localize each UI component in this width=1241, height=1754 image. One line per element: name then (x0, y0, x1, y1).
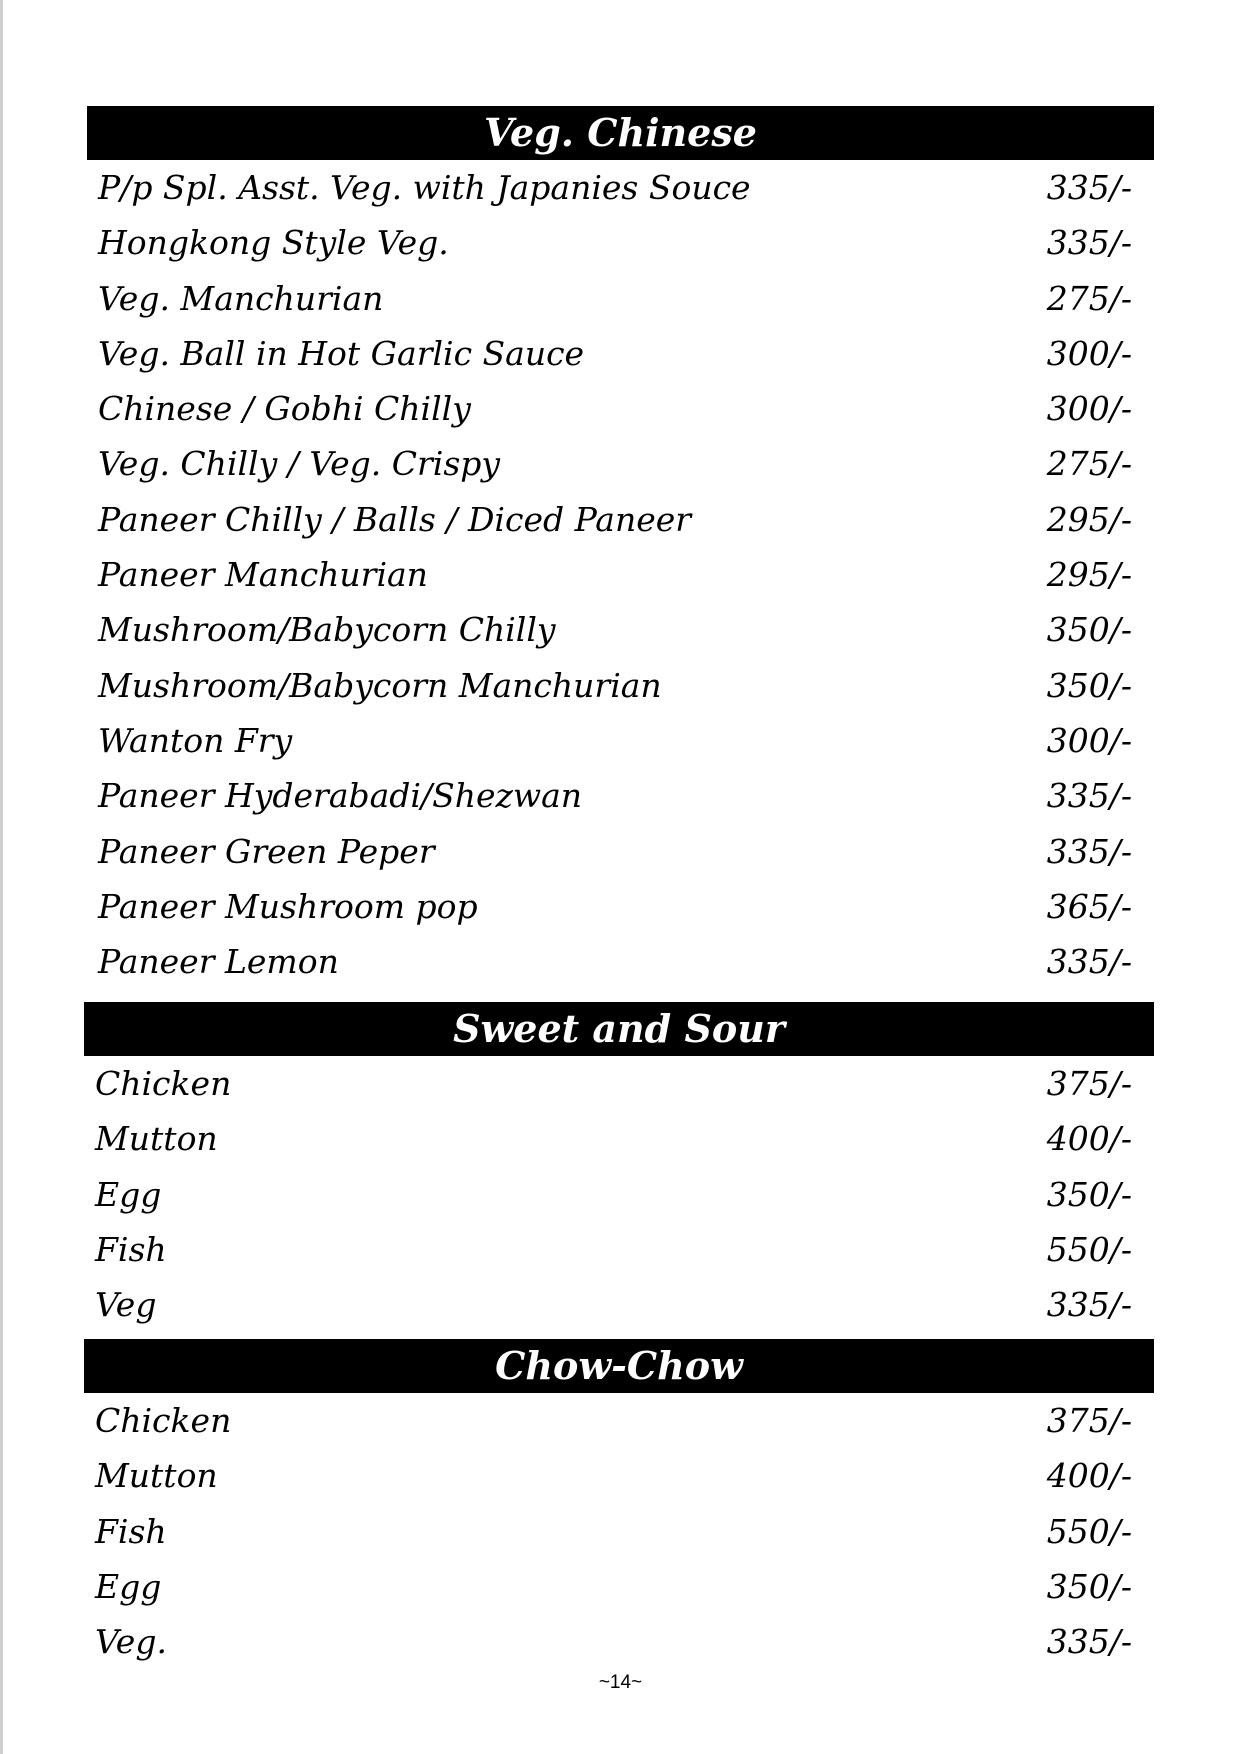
item-name: Mushroom/Babycorn Manchurian (98, 665, 662, 705)
item-price: 365/- (1046, 886, 1132, 926)
item-name: Veg. (95, 1622, 167, 1662)
item-name: Paneer Hyderabadi/Shezwan (98, 776, 583, 816)
menu-item (84, 1222, 1154, 1277)
item-price: 335/- (1046, 942, 1132, 982)
item-price: 350/- (1046, 610, 1132, 650)
menu-item (87, 492, 1154, 547)
item-name: Fish (95, 1511, 167, 1551)
item-name: Paneer Mushroom pop (98, 886, 478, 926)
menu-item (87, 436, 1154, 491)
section-chow-chow (84, 1339, 1154, 1669)
section-title: Sweet and Sour (84, 1002, 1154, 1056)
item-price: 335/- (1046, 831, 1132, 871)
section-sweet-and-sour (84, 1002, 1154, 1332)
item-name: Chicken (95, 1401, 232, 1440)
menu-item (87, 713, 1154, 768)
menu-item (84, 1393, 1154, 1448)
menu-item (87, 547, 1154, 602)
item-name: Veg. Chilly / Veg. Crispy (98, 444, 501, 484)
item-name: Veg. Manchurian (98, 278, 384, 318)
item-name: Wanton Fry (98, 720, 293, 760)
item-price: 375/- (1046, 1401, 1132, 1440)
item-price: 375/- (1046, 1064, 1132, 1103)
menu-item (84, 1056, 1154, 1111)
item-price: 550/- (1046, 1511, 1132, 1551)
item-name: Egg (95, 1566, 162, 1606)
item-price: 335/- (1046, 223, 1132, 263)
item-name: Egg (95, 1174, 162, 1214)
item-name: Mutton (95, 1456, 218, 1496)
item-name: Mutton (95, 1119, 218, 1159)
item-name: Paneer Lemon (98, 942, 339, 982)
item-price: 350/- (1046, 1174, 1132, 1214)
item-price: 300/- (1046, 333, 1132, 373)
menu-item (87, 658, 1154, 713)
item-price: 350/- (1046, 665, 1132, 705)
item-name: Fish (95, 1229, 167, 1269)
page-edge (0, 0, 3, 1754)
menu-item (87, 160, 1154, 215)
item-price: 275/- (1046, 278, 1132, 318)
item-name: Chicken (95, 1064, 232, 1103)
menu-item (87, 824, 1154, 879)
item-name: Paneer Green Peper (98, 831, 435, 871)
item-name: Paneer Manchurian (98, 555, 428, 595)
item-price: 335/- (1046, 168, 1132, 207)
item-name: Veg. Ball in Hot Garlic Sauce (98, 333, 585, 373)
item-price: 300/- (1046, 720, 1132, 760)
menu-item (87, 879, 1154, 934)
page-number: ~14~ (598, 1672, 643, 1693)
item-price: 350/- (1046, 1566, 1132, 1606)
item-name: Veg (95, 1285, 157, 1325)
item-price: 400/- (1046, 1456, 1132, 1496)
item-name: Mushroom/Babycorn Chilly (98, 610, 556, 650)
menu-item (84, 1614, 1154, 1669)
item-price: 335/- (1046, 1285, 1132, 1325)
menu-item (84, 1559, 1154, 1614)
item-name: P/p Spl. Asst. Veg. with Japanies Souce (98, 168, 751, 207)
item-price: 335/- (1046, 776, 1132, 816)
menu-item (84, 1448, 1154, 1503)
menu-item (87, 381, 1154, 436)
menu-item (87, 215, 1154, 270)
item-name: Hongkong Style Veg. (98, 223, 449, 263)
item-price: 275/- (1046, 444, 1132, 484)
menu-item (87, 271, 1154, 326)
item-price: 295/- (1046, 499, 1132, 539)
menu-item (84, 1111, 1154, 1166)
menu-item (87, 326, 1154, 381)
menu-item (84, 1504, 1154, 1559)
menu-item (87, 602, 1154, 657)
section-veg-chinese (87, 106, 1154, 989)
menu-item (84, 1277, 1154, 1332)
item-price: 300/- (1046, 389, 1132, 429)
item-price: 295/- (1046, 555, 1132, 595)
item-name: Paneer Chilly / Balls / Diced Paneer (98, 499, 692, 539)
menu-item (87, 768, 1154, 823)
menu-item (87, 934, 1154, 989)
item-price: 550/- (1046, 1229, 1132, 1269)
menu-item (84, 1167, 1154, 1222)
section-title: Veg. Chinese (87, 106, 1154, 160)
item-name: Chinese / Gobhi Chilly (98, 389, 471, 429)
item-price: 335/- (1046, 1622, 1132, 1662)
item-price: 400/- (1046, 1119, 1132, 1159)
section-title: Chow-Chow (84, 1339, 1154, 1393)
